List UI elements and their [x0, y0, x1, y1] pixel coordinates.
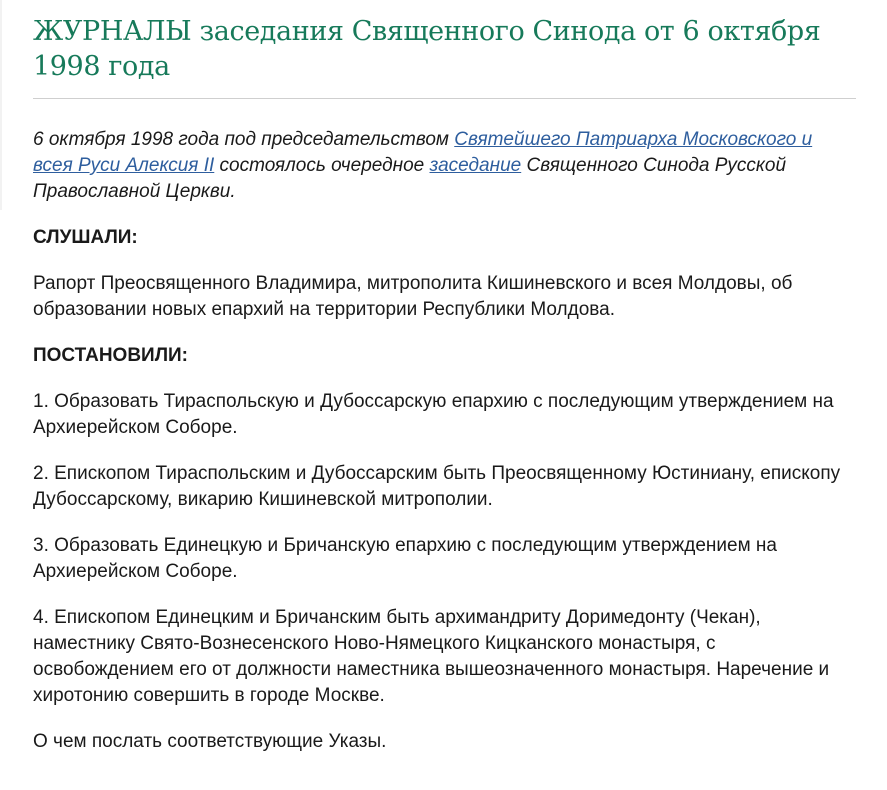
intro-paragraph: [33, 127, 856, 205]
intro-text-part3: Священного Синода Русской Православной Церкви.: [33, 155, 787, 202]
page-title: ЖУРНАЛЫ заседания Священного Синода от 6 октября 1998 года: [33, 14, 856, 99]
intro-text-part1: 6 октября 1998 года под председательством: [33, 129, 455, 150]
patriarch-link[interactable]: Святейшего Патриарха Московского и всея Руси Алексия II: [33, 129, 813, 176]
article-body: [33, 127, 856, 755]
intro-text-part2: состоялось очередное: [214, 155, 430, 176]
resolution-item-4: 4. Епископом Единецким и Бричанским быть архимандриту Доримедонту (Чекан), наместнику Свято-Вознесенского Ново-Нямецкого Кицканского монастыря, с освобождением его от должности наместника вышеозначенного монастыря. Наречение и хиротонию совершить в городе Москве.: [33, 607, 830, 706]
resolution-item-1: 1. Образовать Тираспольскую и Дубоссарскую епархию с последующим утверждением на Архиерейском Соборе.: [33, 391, 834, 438]
resolution-item-2: 2. Епископом Тираспольским и Дубоссарским быть Преосвященному Юстиниану, епископу Дубоссарскому, викарию Кишиневской митрополии.: [33, 463, 841, 510]
resolution-item-3: 3. Образовать Единецкую и Бричанскую епархию с последующим утверждением на Архиерейском Соборе.: [33, 535, 777, 582]
left-edge-divider: [0, 0, 2, 210]
heard-paragraph: Рапорт Преосвященного Владимира, митрополита Кишиневского и всея Молдовы, об образовании новых епархий на территории Республики Молдова.: [33, 273, 793, 320]
resolved-heading: ПОСТАНОВИЛИ:: [33, 345, 189, 366]
heard-heading: СЛУШАЛИ:: [33, 227, 138, 248]
closing-paragraph: О чем послать соответствующие Указы.: [33, 731, 387, 752]
article: [33, 14, 856, 755]
session-link[interactable]: заседание: [429, 155, 522, 176]
